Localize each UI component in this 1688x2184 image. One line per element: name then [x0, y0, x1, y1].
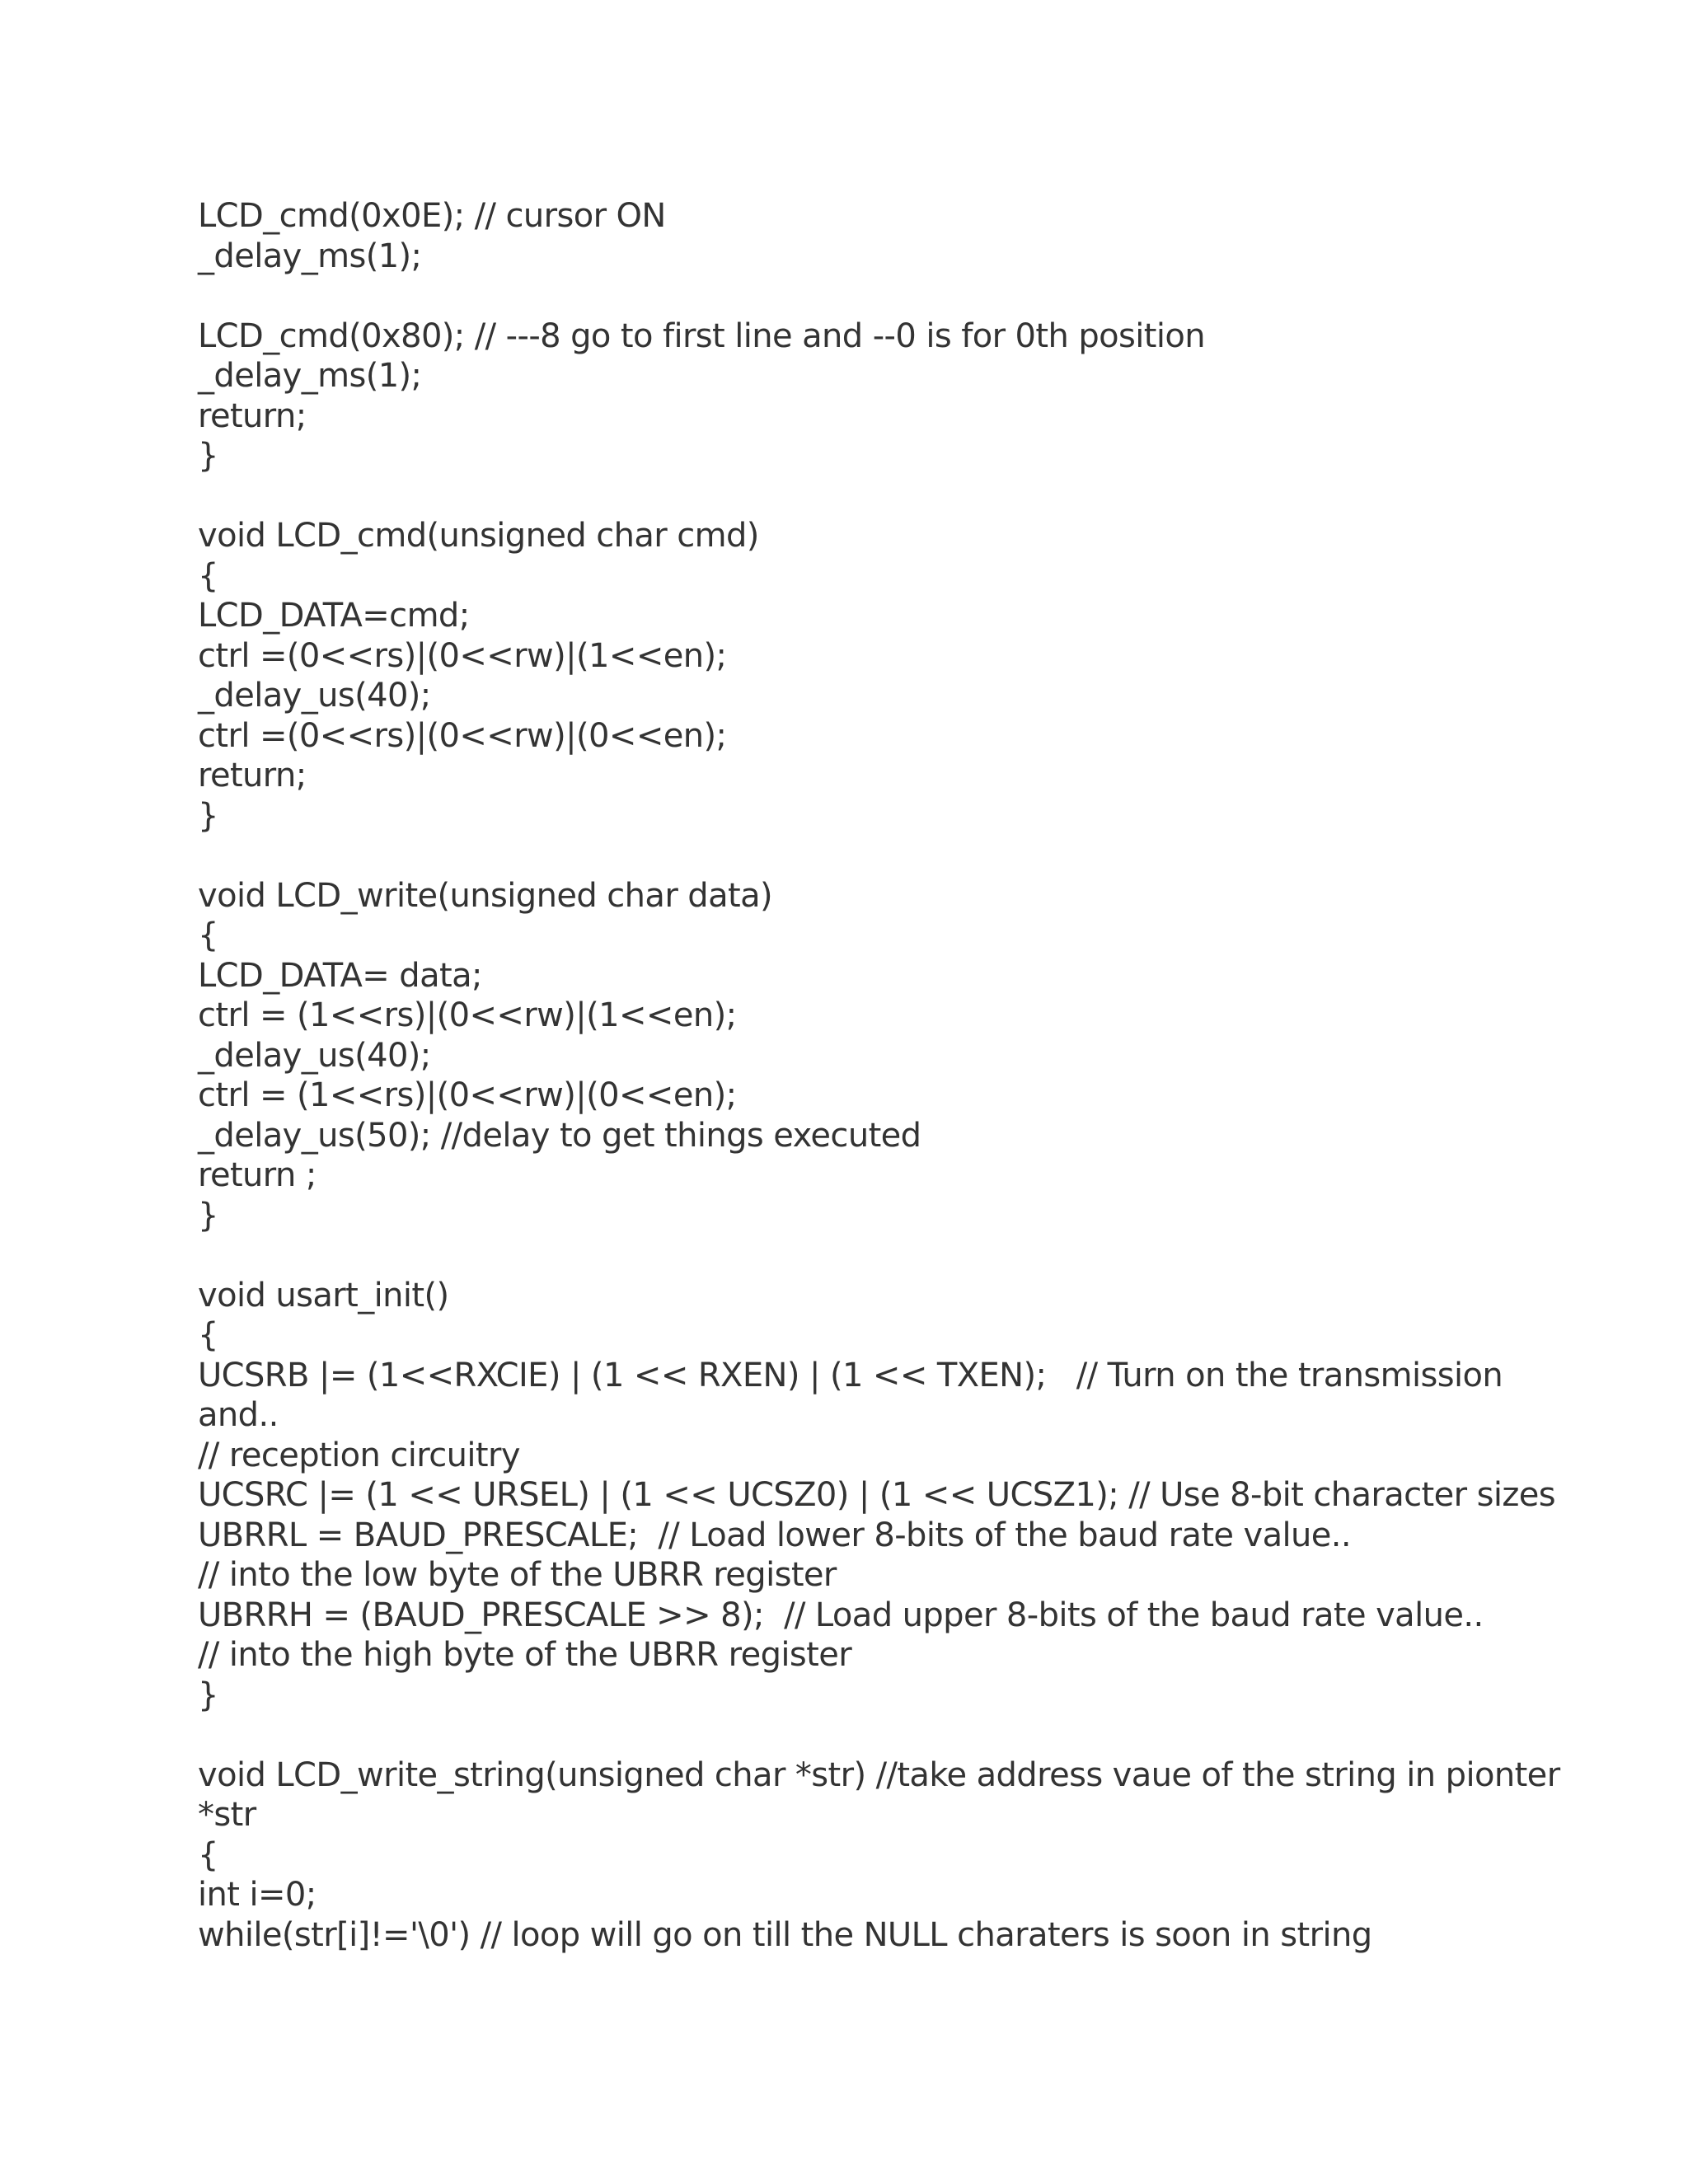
code-line: and.. — [198, 1396, 279, 1434]
code-line: ctrl =(0<<rs)|(0<<rw)|(1<<en); — [198, 636, 727, 675]
code-line: { — [198, 1835, 218, 1874]
code-line: _delay_us(40); — [198, 677, 431, 715]
code-line: LCD_cmd(0x80); // ---8 go to first line and --0 is for 0th position — [198, 316, 1205, 355]
code-line: // reception circuitry — [198, 1436, 520, 1474]
code-line: ctrl =(0<<rs)|(0<<rw)|(0<<en); — [198, 716, 727, 755]
code-line: UBRRH = (BAUD_PRESCALE >> 8); // Load upper 8-bits of the baud rate value.. — [198, 1596, 1484, 1634]
code-line: { — [198, 1316, 218, 1354]
code-line: _delay_ms(1); — [198, 237, 422, 275]
code-line: LCD_DATA=cmd; — [198, 597, 470, 635]
code-line: UBRRL = BAUD_PRESCALE; // Load lower 8-bits of the baud rate value.. — [198, 1516, 1352, 1554]
code-line: // into the high byte of the UBRR register — [198, 1636, 852, 1674]
code-line: void LCD_write_string(unsigned char *str) //take address vaue of the string in pionter — [198, 1755, 1560, 1794]
blank-line — [198, 1235, 1550, 1276]
code-line: return; — [198, 757, 307, 794]
code-line: { — [198, 556, 218, 595]
code-line: UCSRC |= (1 << URSEL) | (1 << UCSZ0) | (1 << UCSZ1); // Use 8-bit character sizes — [198, 1476, 1555, 1514]
code-line: void LCD_write(unsigned char data) — [198, 876, 772, 915]
code-line: void LCD_cmd(unsigned char cmd) — [198, 517, 759, 555]
code-line: return ; — [198, 1156, 316, 1194]
code-line: } — [198, 1196, 218, 1235]
code-line: // into the low byte of the UBRR register — [198, 1556, 837, 1594]
blank-line — [198, 836, 1550, 876]
code-line: LCD_cmd(0x0E); // cursor ON — [198, 197, 666, 235]
code-line: ctrl = (1<<rs)|(0<<rw)|(1<<en); — [198, 996, 737, 1034]
code-listing — [198, 196, 1560, 1955]
blank-line — [198, 476, 1550, 517]
blank-line — [198, 1715, 1550, 1755]
code-line: } — [198, 796, 218, 835]
code-line: UCSRB |= (1<<RXCIE) | (1 << RXEN) | (1 << TXEN); // Turn on the transmission — [198, 1356, 1503, 1394]
code-line: _delay_ms(1); — [198, 357, 422, 395]
code-line: } — [198, 437, 218, 475]
code-line: _delay_us(40); — [198, 1036, 431, 1075]
code-line: ctrl = (1<<rs)|(0<<rw)|(0<<en); — [198, 1076, 737, 1114]
code-line: LCD_DATA= data; — [198, 956, 482, 995]
code-line: void usart_init() — [198, 1276, 449, 1315]
code-line: *str — [198, 1796, 256, 1834]
blank-line — [198, 276, 1550, 316]
code-line: { — [198, 916, 218, 954]
code-line: _delay_us(50); //delay to get things executed — [198, 1116, 921, 1155]
code-line: int i=0; — [198, 1876, 316, 1914]
code-line: while(str[i]!='\0') // loop will go on till the NULL charaters is soon in string — [198, 1915, 1372, 1954]
code-line: } — [198, 1675, 218, 1714]
code-line: return; — [198, 396, 307, 435]
